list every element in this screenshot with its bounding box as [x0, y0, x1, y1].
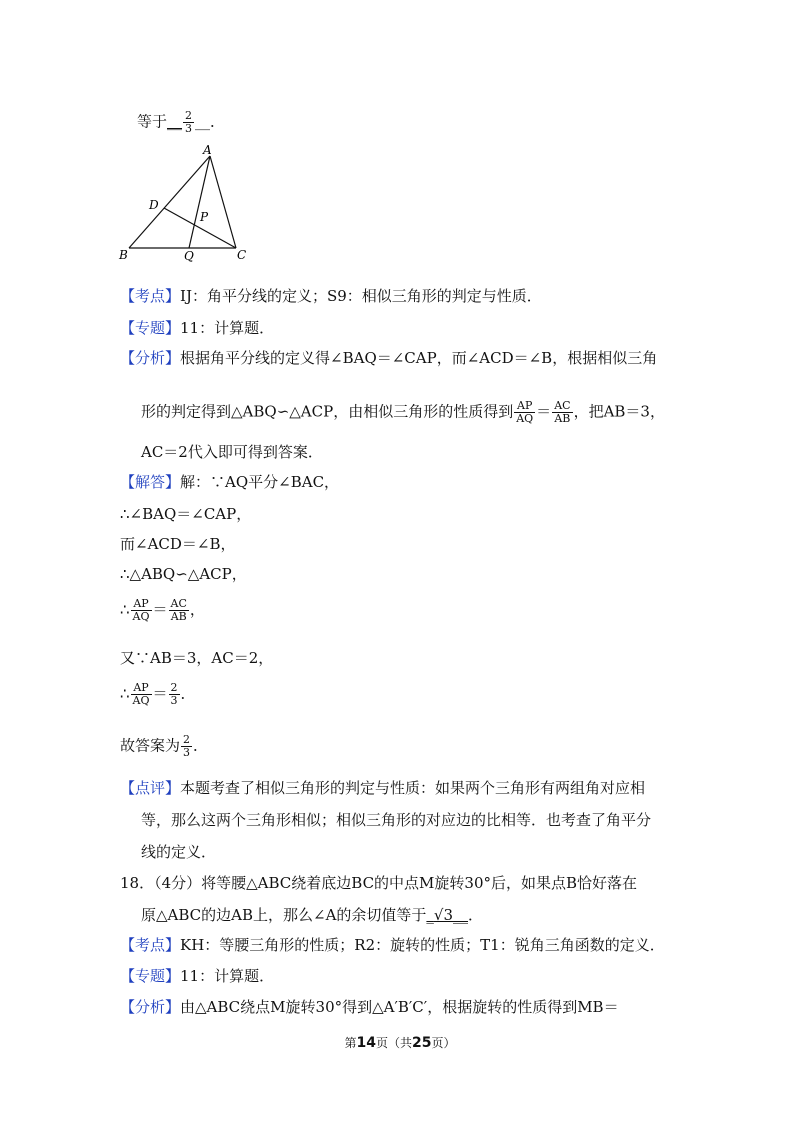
- q18-answer: √3: [433, 906, 454, 924]
- q18-kaodian: 【考点】KH：等腰三角形的性质；R2：旋转的性质；T1：锐角三角函数的定义．: [120, 936, 665, 954]
- label-a: A: [203, 143, 212, 157]
- q17-jieda-3: 而∠ACD＝∠B，: [120, 535, 236, 553]
- q17-jieda-4: ∴△ABQ∽△ACP，: [120, 565, 247, 583]
- q17-jieda-5: ∴ $\frac{AP}{AQ}$ ＝ $\frac{AC}{AB}$ ，: [120, 597, 205, 623]
- intro-prefix: 等于: [137, 112, 168, 131]
- q18-zhuanti-tag: 【专题】: [120, 967, 181, 985]
- q17-jieda-2: ∴∠BAQ＝∠CAP，: [120, 505, 252, 523]
- dianping-tag: 【点评】: [120, 779, 181, 797]
- fraction-ac-ab-2: $\frac{AC}{AB}$: [170, 597, 187, 623]
- q17-jieda-7: ∴ $\frac{AP}{AQ}$ ＝ $\frac{2}{3}$ ．: [120, 681, 196, 707]
- q17-jieda-8: 故答案为 $\frac{2}{3}$ ．: [120, 733, 209, 759]
- edge-ab: [129, 156, 210, 248]
- q17-zhuanti: 【专题】11：计算题．: [120, 319, 275, 337]
- label-d: D: [149, 198, 159, 212]
- zhuanti-tag: 【专题】: [120, 319, 181, 337]
- q17-fenxi-3: AC＝2代入即可得到答案．: [141, 443, 323, 461]
- page-number: 14: [356, 1035, 376, 1051]
- kaodian-tag: 【考点】: [120, 287, 181, 305]
- label-q: Q: [184, 249, 194, 263]
- intro-line: 等于__ $\frac{2}{3}$ __．: [137, 109, 226, 135]
- q18-line-1: 18．（4分）将等腰△ABC绕着底边BC的中点M旋转30°后，如果点B恰好落在: [120, 874, 638, 892]
- jieda-tag: 【解答】: [120, 473, 181, 491]
- page-total: 25: [412, 1035, 432, 1051]
- fenxi-tag: 【分析】: [120, 349, 181, 367]
- fraction-answer: $\frac{2}{3}$: [183, 733, 191, 759]
- fraction-ap-aq-2: $\frac{AP}{AQ}$: [132, 597, 150, 623]
- q18-kaodian-tag: 【考点】: [120, 936, 181, 954]
- q17-fenxi-2: 形的判定得到△ABQ∽△ACP，由相似三角形的性质得到 $\frac{AP}{AQ}$ ＝ $\frac{AC}{AB}$ ，把AB＝3，: [141, 399, 665, 425]
- fraction-ap-aq: $\frac{AP}{AQ}$: [516, 399, 534, 425]
- q17-fenxi-1: 【分析】根据角平分线的定义得∠BAQ＝∠CAP，而∠ACD＝∠B，根据相似三角: [120, 349, 658, 367]
- segment-aq: [189, 156, 210, 248]
- q17-dianping-3: 线的定义．: [141, 843, 217, 861]
- q17-dianping-2: 等，那么这两个三角形相似；相似三角形的对应边的比相等．也考查了角平分: [141, 811, 652, 829]
- q17-jieda-6: 又∵AB＝3，AC＝2，: [120, 649, 274, 667]
- label-b: B: [119, 248, 128, 262]
- q18-fenxi-tag: 【分析】: [120, 998, 181, 1016]
- triangle-figure: [115, 140, 255, 265]
- q17-kaodian: 【考点】IJ：角平分线的定义；S9：相似三角形的判定与性质．: [120, 287, 542, 305]
- q18-zhuanti: 【专题】11：计算题．: [120, 967, 275, 985]
- edge-ac: [210, 156, 236, 248]
- label-c: C: [237, 248, 247, 262]
- q17-dianping-1: 【点评】本题考查了相似三角形的判定与性质：如果两个三角形有两组角对应相: [120, 779, 646, 797]
- label-p: P: [200, 210, 209, 224]
- fraction-ac-ab: $\frac{AC}{AB}$: [554, 399, 571, 425]
- q17-jieda-1: 【解答】解：∵AQ平分∠BAC，: [120, 473, 340, 491]
- page-footer: 第14页（共25页）: [344, 1035, 456, 1051]
- intro-answer-fraction: $\frac{2}{3}$: [185, 109, 193, 135]
- fraction-2-3: $\frac{2}{3}$: [170, 681, 178, 707]
- q18-fenxi: 【分析】由△ABC绕点M旋转30°得到△A′B′C′，根据旋转的性质得到MB＝: [120, 998, 619, 1016]
- q18-line-2: 原△ABC的边AB上，那么∠A的余切值等于_√3__．: [141, 906, 484, 924]
- fraction-ap-aq-3: $\frac{AP}{AQ}$: [132, 681, 150, 707]
